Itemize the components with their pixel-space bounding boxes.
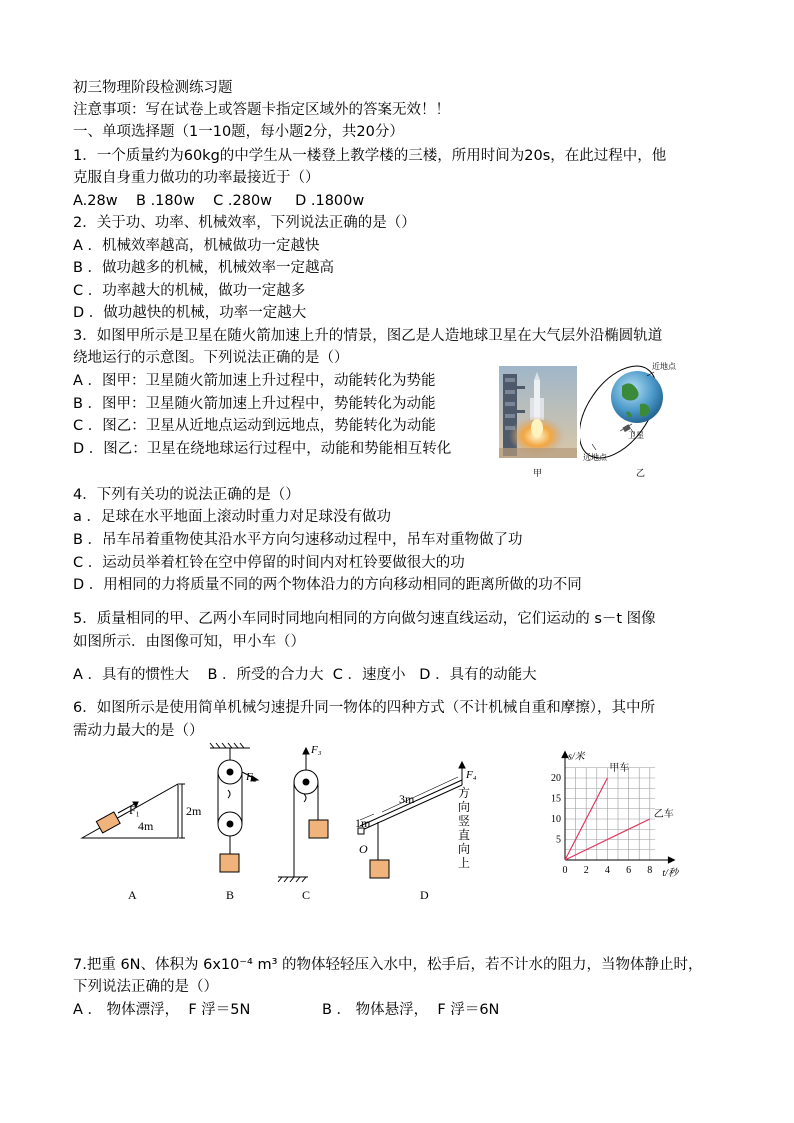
x-tick-label: 8 (647, 865, 653, 876)
figure-b-label: B (226, 888, 235, 902)
q5-options: A ．具有的惯性大 B ．所受的合力大 C ．速度小 D ．具有的动能大 (73, 667, 537, 683)
q7-option-a: A ． 物体漂浮， F 浮＝5N (73, 1002, 251, 1018)
q3-option-a: A ．图甲：卫星随火箭加速上升过程中，动能转化为势能 (73, 373, 436, 389)
figure-d-label: D (420, 888, 429, 902)
dir-char-6: 上 (458, 856, 471, 870)
q4-option-b: B ．吊车吊着重物使其沿水平方向匀速移动过程中，吊车对重物做了功 (73, 532, 523, 548)
y-tick-label: 10 (551, 814, 561, 825)
page-title: 初三物理阶段检测练习题 (73, 80, 233, 96)
figure-yi-label: 乙 (636, 469, 646, 479)
q2-option-d: D ．做功越快的机械，功率一定越大 (73, 305, 307, 321)
series-label-2: 乙车 (653, 809, 674, 820)
far-point-label: 远地点 (583, 453, 607, 462)
lever-1m-label: 1m (355, 816, 371, 830)
incline-f1-label: F₁ (129, 803, 140, 817)
q2-stem: 2．关于功、功率、机械效率，下列说法正确的是（） (73, 215, 416, 231)
y-tick-label: 20 (551, 773, 561, 784)
y-tick-label: 15 (551, 793, 561, 805)
near-point-label: 近地点 (652, 362, 676, 371)
q6-stem-line2: 需动力最大的是（） (73, 723, 204, 739)
pulley-block-f2-label: F₂ (246, 771, 257, 783)
figure-a-label: A (128, 888, 137, 902)
q3-option-d: D ．图乙：卫星在绕地球运行过程中，动能和势能相互转化 (73, 441, 452, 457)
y-axis-label: s/米 (568, 751, 585, 763)
dir-char-4: 直 (458, 828, 471, 842)
dir-char-1: 方 (458, 786, 471, 800)
q5-stem-line2: 如图所示．由图像可知，甲小车（） (73, 634, 305, 650)
q7-stem-line1: 7.把重 6N、体积为 6x10⁻⁴ m³ 的物体轻轻压入水中，松手后，若不计水的阻力，当物体静止时， (73, 957, 703, 973)
simple-machines-figure (78, 740, 498, 905)
dir-char-3: 竖 (458, 814, 471, 828)
q3-option-b: B ．图甲：卫星随火箭加速上升过程中，势能转化为动能 (73, 396, 436, 412)
q1-options: A.28w B .180w C .280w D .1800w (73, 193, 365, 209)
q2-option-b: B ．做功越多的机械，机械效率一定越高 (73, 260, 335, 276)
q3-stem-line1: 3．如图甲所示是卫星在随火箭加速上升的情景，图乙是人造地球卫星在大气层外沿椭圆轨道 (73, 328, 663, 344)
s-t-chart (545, 738, 695, 880)
dir-char-2: 向 (458, 800, 471, 814)
lever-f4-label: F₄ (466, 769, 477, 781)
lever-pivot-label: O (359, 842, 368, 856)
section-heading: 一、单项选择题（1一10题，每小题2分，共20分） (73, 124, 404, 140)
rocket-launch-photo (499, 366, 577, 458)
q7-stem-line2: 下列说法正确的是（） (73, 979, 218, 995)
dir-char-5: 向 (458, 842, 471, 856)
x-tick-label: 0 (562, 865, 568, 876)
q3-stem-line2: 绕地运行的示意图。下列说法正确的是（） (73, 350, 349, 366)
q4-option-d: D ．用相同的力将质量不同的两个物体沿力的方向移动相同的距离所做的功不同 (73, 577, 582, 593)
x-tick-label: 6 (626, 865, 632, 876)
pulley-f3-label: F₃ (311, 744, 322, 756)
lever-3m-label: 3m (399, 792, 415, 806)
q1-stem-line2: 克服自身重力做功的功率最接近于（） (73, 170, 320, 186)
q2-option-c: C ．功率越大的机械，做功一定越多 (73, 283, 306, 299)
figure-jia-label: 甲 (533, 469, 543, 479)
q2-option-a: A ．机械效率越高，机械做功一定越快 (73, 238, 320, 254)
x-axis-label: t/秒 (662, 868, 678, 879)
q3-option-c: C ．图乙：卫星从近地点运动到远地点，势能转化为动能 (73, 418, 436, 434)
q1-stem-line1: 1．一个质量约为60kg的中学生从一楼登上教学楼的三楼，所用时间为20s，在此过程中，他 (73, 148, 667, 164)
notice: 注意事项：写在试卷上或答题卡指定区域外的答案无效！！ (73, 102, 450, 118)
x-axis-arrow (668, 857, 674, 863)
figure-c-label: C (302, 888, 311, 902)
x-tick-label: 2 (583, 865, 589, 876)
incline-height-label: 2m (186, 804, 202, 818)
q7-option-b: B ． 物体悬浮， F 浮＝6N (322, 1002, 500, 1018)
q4-option-a: a ．足球在水平地面上滚动时重力对足球没有做功 (73, 509, 391, 525)
q4-stem: 4．下列有关功的说法正确的是（） (73, 487, 300, 503)
series-label-1: 甲车 (609, 763, 630, 774)
q5-stem-line1: 5．质量相同的甲、乙两小车同时同地向相同的方向做匀速直线运动，它们运动的 s－t 图像 (73, 611, 656, 627)
incline-length-label: 4m (138, 819, 154, 833)
q6-stem-line1: 6．如图所示是使用简单机械匀速提升同一物体的四种方式（不计机械自重和摩擦），其中所 (73, 700, 655, 716)
satellite-label: 卫星 (628, 431, 644, 440)
q4-option-c: C ．运动员举着杠铃在空中停留的时间内对杠铃要做很大的功 (73, 555, 465, 571)
lever-direction-label (458, 786, 470, 870)
x-tick-label: 4 (604, 865, 610, 876)
y-tick-label: 5 (556, 834, 561, 846)
